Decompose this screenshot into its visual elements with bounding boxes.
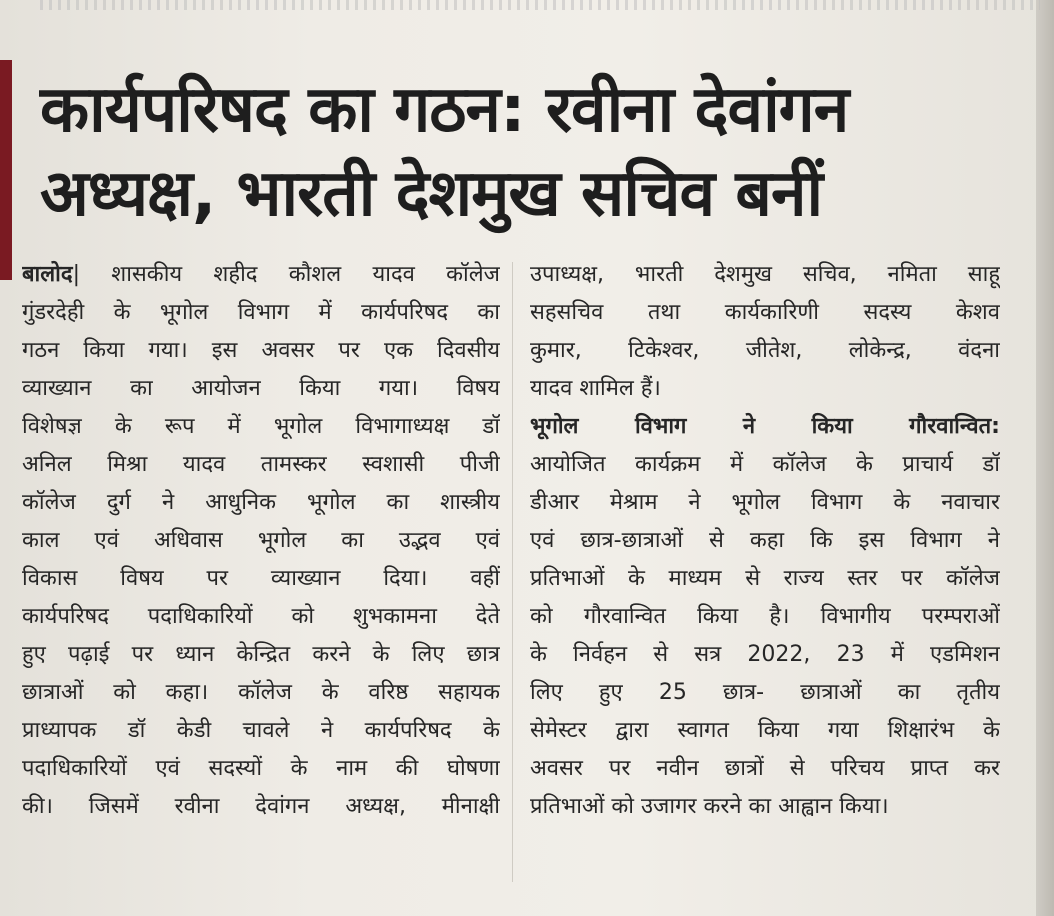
- article-line: आयोजित कार्यक्रम में कॉलेज के प्राचार्य डॉ: [530, 452, 1000, 477]
- column-divider: [512, 262, 513, 882]
- article-line: सहसचिव तथा कार्यकारिणी सदस्य केशव: [530, 300, 1000, 325]
- article-line: कार्यपरिषद पदाधिकारियों को शुभकामना देते: [22, 604, 500, 629]
- article-line: काल एवं अधिवास भूगोल का उद्भव एवं: [22, 528, 500, 553]
- torn-top-strip: [40, 0, 1040, 10]
- article-line: पदाधिकारियों एवं सदस्यों के नाम की घोषणा: [22, 756, 500, 781]
- article-line: को गौरवान्वित किया है। विभागीय परम्पराओं: [530, 604, 1000, 629]
- article-line: प्रतिभाओं को उजागर करने का आह्वान किया।: [530, 794, 889, 819]
- article-line: डीआर मेश्राम ने भूगोल विभाग के नवाचार: [530, 490, 1000, 515]
- article-line: के निर्वहन से सत्र 2022, 23 में एडमिशन: [530, 642, 1000, 667]
- article-line: सेमेस्टर द्वारा स्वागत किया गया शिक्षारंभ के: [530, 718, 1000, 743]
- article-line: एवं छात्र-छात्राओं से कहा कि इस विभाग ने: [530, 528, 1000, 553]
- article-line: कॉलेज दुर्ग ने आधुनिक भूगोल का शास्त्रीय: [22, 490, 500, 515]
- headline-line-1: कार्यपरिषद का गठन: रवीना देवांगन: [40, 73, 849, 147]
- article-line: प्राध्यापक डॉ केडी चावले ने कार्यपरिषद के: [22, 718, 500, 743]
- headline-line-2: अध्यक्ष, भारती देशमुख सचिव बनीं: [40, 157, 823, 231]
- article-line: कुमार, टिकेश्वर, जीतेश, लोकेन्द्र, वंदना: [530, 338, 1000, 363]
- article-line: गुंडरदेही के भूगोल विभाग में कार्यपरिषद का: [22, 300, 500, 325]
- article-line: बालोद| शासकीय शहीद कौशल यादव कॉलेज: [22, 262, 500, 287]
- article-line: गठन किया गया। इस अवसर पर एक दिवसीय: [22, 338, 500, 363]
- dateline: बालोद: [22, 262, 73, 287]
- article-line: छात्राओं को कहा। कॉलेज के वरिष्ठ सहायक: [22, 680, 500, 705]
- section-subhead: भूगोल विभाग ने किया गौरवान्वित:: [530, 414, 1000, 439]
- article-line: उपाध्यक्ष, भारती देशमुख सचिव, नमिता साहू: [530, 262, 1000, 287]
- article-line: विकास विषय पर व्याख्यान दिया। वहीं: [22, 566, 500, 591]
- article-headline: [40, 68, 1000, 236]
- article-line: अनिल मिश्रा यादव तामस्कर स्वशासी पीजी: [22, 452, 500, 477]
- page-right-edge: [1036, 0, 1054, 916]
- article-column-right: [530, 256, 1000, 826]
- article-line: विशेषज्ञ के रूप में भूगोल विभागाध्यक्ष डॉ: [22, 414, 500, 439]
- adjacent-page-edge: [0, 60, 12, 280]
- article-line: की। जिसमें रवीना देवांगन अध्यक्ष, मीनाक्षी: [22, 794, 500, 819]
- article-column-left: [22, 256, 500, 826]
- article-line: अवसर पर नवीन छात्रों से परिचय प्राप्त कर: [530, 756, 1000, 781]
- article-line: प्रतिभाओं के माध्यम से राज्य स्तर पर कॉलेज: [530, 566, 1000, 591]
- article-line: व्याख्यान का आयोजन किया गया। विषय: [22, 376, 500, 401]
- article-line: हुए पढ़ाई पर ध्यान केन्द्रित करने के लिए छात्र: [22, 642, 500, 667]
- article-line: लिए हुए 25 छात्र- छात्राओं का तृतीय: [530, 680, 1000, 705]
- article-line: यादव शामिल हैं।: [530, 376, 661, 401]
